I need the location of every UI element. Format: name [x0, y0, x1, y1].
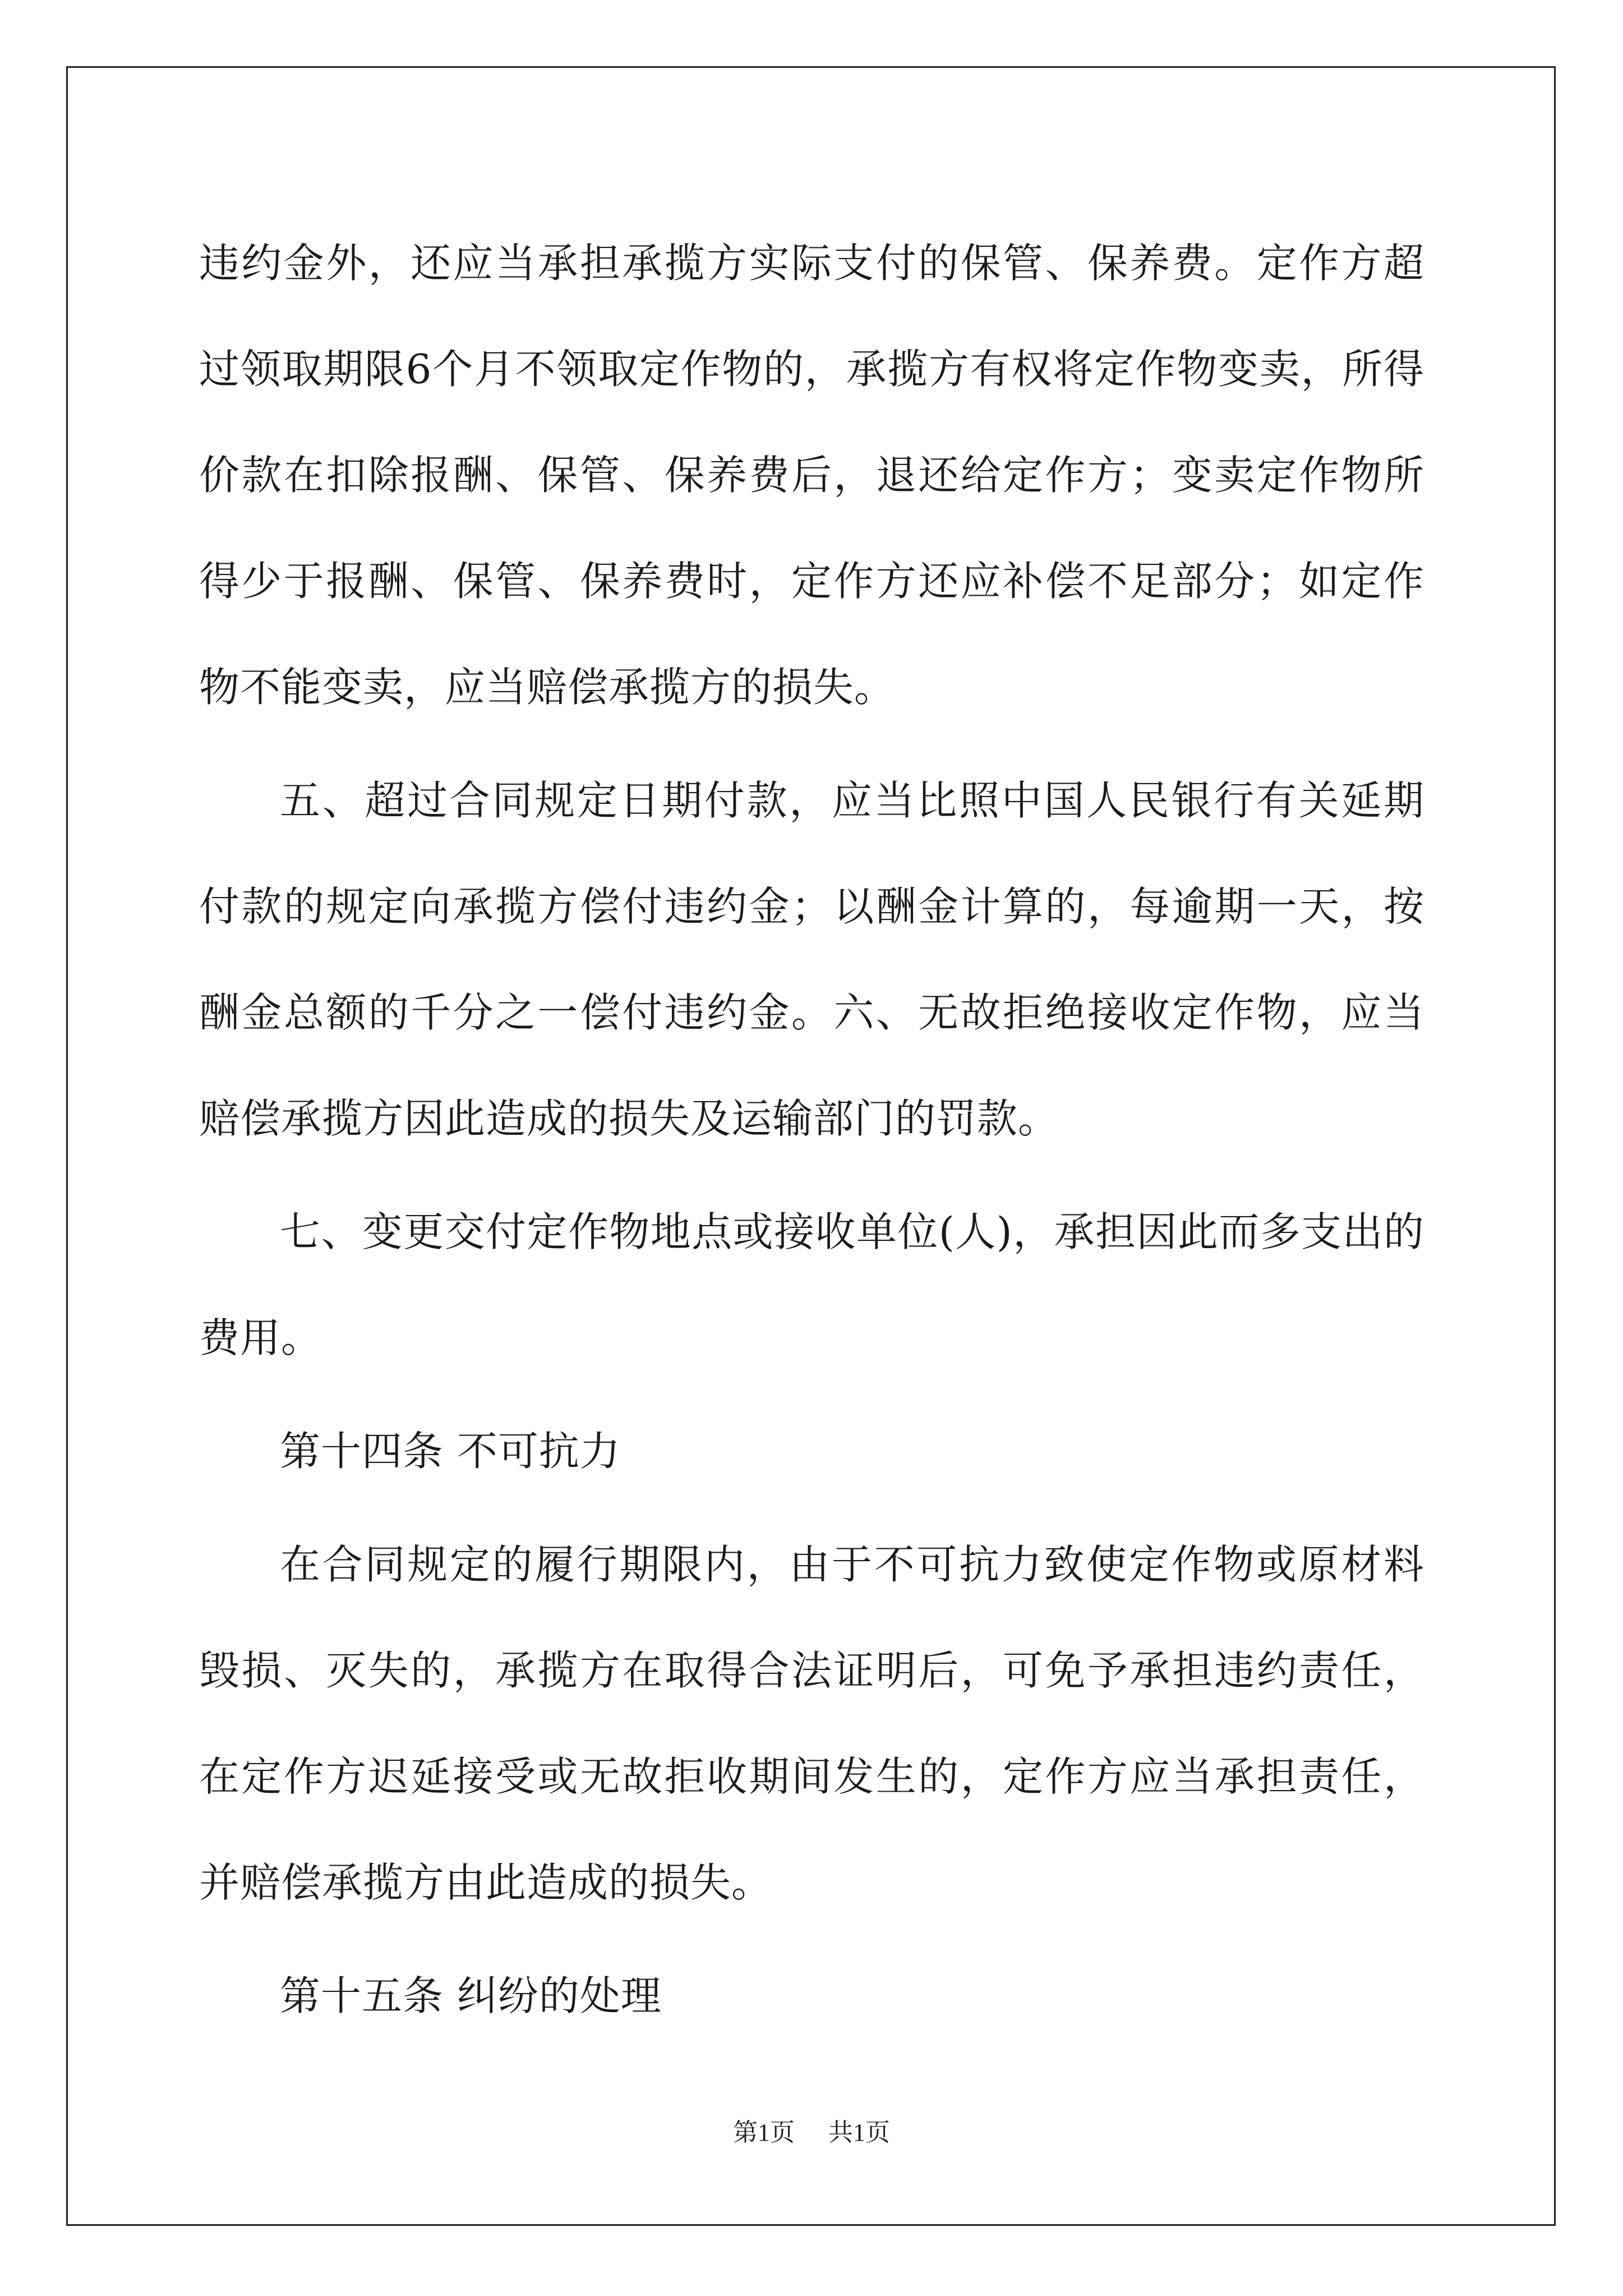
paragraph-1: 违约金外，还应当承担承揽方实际支付的保管、保养费。定作方超过领取期限6个月不领取定作物的，承揽方有权将定作物变卖，所得价款在扣除报酬、保管、保养费后，退还给定作方；变卖定作物所得少于报酬、保管、保养费时，定作方还应补偿不足部分；如定作物不能变卖，应当赔偿承揽方的损失。: [199, 240, 1424, 711]
page-number: 第1页: [733, 2119, 795, 2146]
document-body: [199, 210, 1424, 2056]
article-15-heading: 第十五条 纠纷的处理: [280, 1972, 662, 2019]
paragraph-2: 五、超过合同规定日期付款，应当比照中国人民银行有关延期付款的规定向承揽方偿付违约金；以酬金计算的，每逾期一天，按酬金总额的千分之一偿付违约金。六、无故拒绝接收定作物，应当赔偿承揽方因此造成的损失及运输部门的罚款。: [199, 777, 1424, 1142]
article-14-heading: 第十四条 不可抗力: [280, 1428, 621, 1475]
page-footer: [0, 2116, 1623, 2150]
page-total: 共1页: [828, 2119, 890, 2146]
paragraph-3: 七、变更交付定作物地点或接收单位(人)，承担因此而多支出的费用。: [199, 1208, 1424, 1361]
paragraph-4: 在合同规定的履行期限内，由于不可抗力致使定作物或原材料毁损、灭失的，承揽方在取得合法证明后，可免予承担违约责任，在定作方迟延接受或无故拒收期间发生的，定作方应当承担责任，并赔偿承揽方由此造成的损失。: [199, 1541, 1424, 1906]
